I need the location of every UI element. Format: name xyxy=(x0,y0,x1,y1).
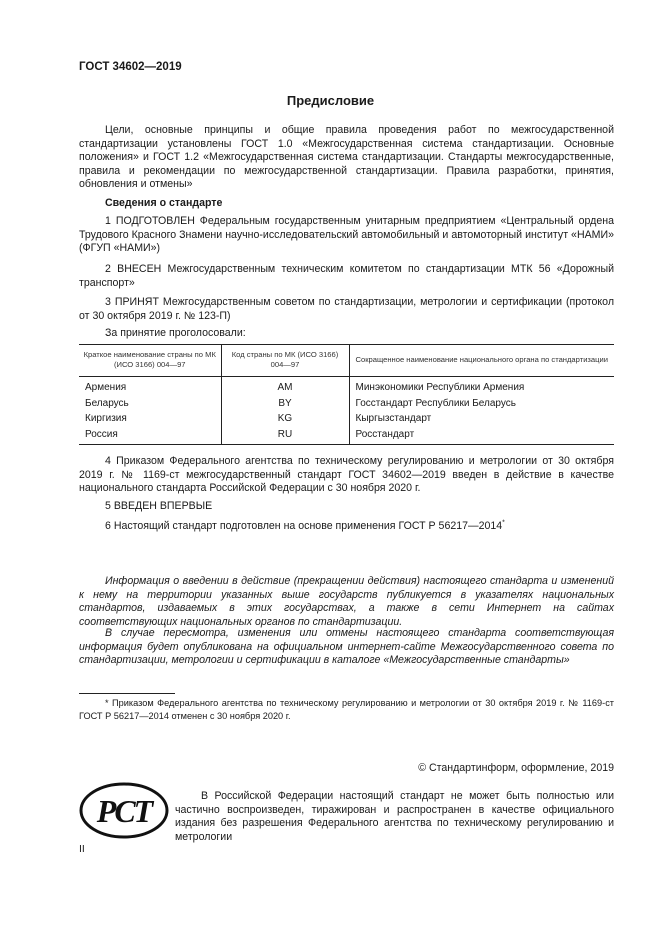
country-cell: Беларусь xyxy=(85,397,129,409)
item-3: 3 ПРИНЯТ Межгосударственным советом по стандартизации, метрологии и сертификации (протокол от 30 октября 2019 г. № 123-П) xyxy=(79,296,614,322)
code-cell: BY xyxy=(221,396,349,412)
vote-label: За принятие проголосовали: xyxy=(105,327,246,339)
table-row xyxy=(79,377,614,396)
country-cell: Россия xyxy=(79,427,221,445)
item-6 xyxy=(79,520,614,534)
page-title: Предисловие xyxy=(286,93,375,108)
copyright-notice: В Российской Федерации настоящий стандарт не может быть полностью или частично воспроизведен, тиражирован и распространен в качестве официального издания без разрешения Федерального агентства по техническому регулированию и метрологии xyxy=(175,790,614,843)
item-4: 4 Приказом Федерального агентства по техническому регулированию и метрологии от 30 октября 2019 г. № 1169-ст межгосударственный стандарт ГОСТ 34602—2019 введен в действие в качестве национального стандарта Российской Федерации с 30 ноября 2020 г. xyxy=(79,455,614,495)
info-paragraph-1: Информация о введении в действие (прекращении действия) настоящего стандарта и изменений к нему на территории указанных выше государств публикуется в указателях национальных стандартов, издаваемых в этих государствах, а также в сети Интернет на сайтах соответствующих национальных органов по стандартизации. xyxy=(79,575,614,628)
item-1: 1 ПОДГОТОВЛЕН Федеральным государственным унитарным предприятием «Центральный ордена Трудового Красного Знамени научно-исследовательский автомобильный и автомоторный институт «НАМИ» (ФГУП «НАМИ») xyxy=(79,215,614,255)
rst-logo-icon xyxy=(79,782,169,839)
footnote-divider xyxy=(79,693,175,694)
code-cell: KG xyxy=(221,411,349,427)
intro-paragraph: Цели, основные принципы и общие правила проведения работ по межгосударственной стандартизации установлены ГОСТ 1.0 «Межгосударственная система стандартизации. Основные положения» и ГОСТ 1.2 «Межгосударственная система стандартизации. Стандарты межгосударственные, правила и рекомендации по межгосударственной стандартизации. Правила разработки, принятия, обновления и отмены» xyxy=(79,124,614,191)
item-2: 2 ВНЕСЕН Межгосударственным техническим комитетом по стандартизации МТК 56 «Дорожный транспорт» xyxy=(79,263,614,289)
country-cell: Армения xyxy=(85,382,127,393)
body-cell: Минэкономики Республики Армения xyxy=(349,377,614,396)
table-row xyxy=(79,411,614,427)
section-heading: Сведения о стандарте xyxy=(105,197,223,209)
body-cell: Росстандарт xyxy=(349,427,614,445)
voting-table xyxy=(79,344,614,445)
body-cell: Госстандарт Республики Беларусь xyxy=(349,396,614,412)
rst-logo-text: РСТ xyxy=(96,793,152,829)
code-cell: RU xyxy=(221,427,349,445)
item-6-text: 6 Настоящий стандарт подготовлен на основе применения ГОСТ Р 56217—2014 xyxy=(105,520,503,532)
item-5: 5 ВВЕДЕН ВПЕРВЫЕ xyxy=(105,500,213,512)
copyright: © Стандартинформ, оформление, 2019 xyxy=(418,762,614,774)
page-number: II xyxy=(79,843,85,855)
table-header-row xyxy=(79,345,614,377)
table-header-country: Краткое наименование страны по МК (ИСО 3166) 004—97 xyxy=(79,345,221,377)
table-header-body: Сокращенное наименование национального органа по стандартизации xyxy=(349,345,614,377)
table-header-code: Код страны по МК (ИСО 3166) 004—97 xyxy=(221,345,349,377)
country-cell: Киргизия xyxy=(85,413,127,424)
table-row xyxy=(79,396,614,412)
document-code: ГОСТ 34602—2019 xyxy=(79,61,182,73)
footnote-marker: * xyxy=(502,519,505,527)
info-paragraph-2: В случае пересмотра, изменения или отмены настоящего стандарта соответствующая информация будет опубликована на официальном интернет-сайте Межгосударственного совета по стандартизации, метрологии и сертификации в каталоге «Межгосударственные стандарты» xyxy=(79,627,614,667)
footnote: * Приказом Федерального агентства по техническому регулированию и метрологии от 30 октября 2019 г. № 1169-ст ГОСТ Р 56217—2014 отменен с 30 ноября 2020 г. xyxy=(79,698,614,721)
code-cell: AM xyxy=(221,377,349,396)
table-row xyxy=(79,427,614,445)
body-cell: Кыргызстандарт xyxy=(349,411,614,427)
